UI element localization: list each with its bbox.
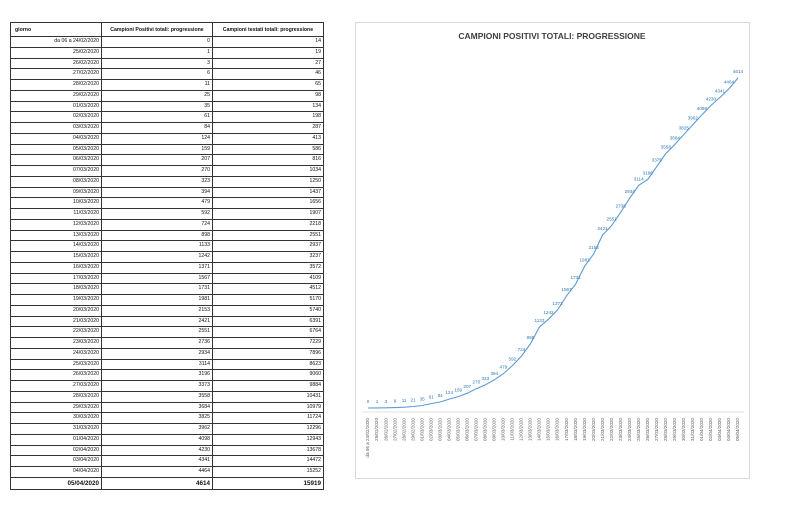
table-row — [11, 391, 324, 402]
cell-tested: 3237 — [213, 252, 324, 263]
cell-positives: 3558 — [102, 391, 213, 402]
table-row — [11, 456, 324, 467]
cell-tested: 2218 — [213, 219, 324, 230]
cell-positives: 61 — [102, 112, 213, 123]
cell-tested: 5170 — [213, 295, 324, 306]
data-label: 2421 — [597, 225, 608, 231]
data-label: 3375 — [651, 157, 662, 163]
data-label: 0 — [366, 399, 370, 404]
x-tick-label: 05/04/2020 — [735, 418, 741, 441]
x-tick-label: 03/03/2020 — [437, 418, 443, 441]
cell-tested: 1250 — [213, 176, 324, 187]
x-tick-label: 16/03/2020 — [554, 418, 560, 441]
cell-date: 02/03/2020 — [11, 112, 102, 123]
data-label: 207 — [463, 384, 472, 390]
cell-tested: 6391 — [213, 316, 324, 327]
cell-positives: 270 — [102, 166, 213, 177]
cell-date: 08/03/2020 — [11, 176, 102, 187]
data-label: 21 — [410, 397, 416, 403]
cell-tested: 198 — [213, 112, 324, 123]
table-row — [11, 112, 324, 123]
header-positives: Campioni Positivi totali: progressione — [102, 23, 213, 37]
cell-positives: 11 — [102, 80, 213, 91]
data-label: 1 — [375, 398, 379, 404]
cell-date: 22/03/2020 — [11, 327, 102, 338]
data-label: 1731 — [570, 275, 581, 281]
cell-tested: 6764 — [213, 327, 324, 338]
cell-tested: 98 — [213, 90, 324, 101]
cell-date: 13/03/2020 — [11, 230, 102, 241]
x-tick-label: 02/04/2020 — [708, 418, 714, 441]
cell-positives: 2551 — [102, 327, 213, 338]
data-label: 1981 — [579, 257, 590, 263]
x-tick-label: 28/02/2020 — [401, 418, 407, 441]
cell-date: 05/04/2020 — [11, 477, 102, 489]
cell-positives: 25 — [102, 90, 213, 101]
cell-positives: 3684 — [102, 402, 213, 413]
cell-tested: 2551 — [213, 230, 324, 241]
data-label: 323 — [481, 375, 490, 381]
table-row — [11, 133, 324, 144]
cell-date: 18/03/2020 — [11, 284, 102, 295]
data-label: 6 — [393, 398, 397, 404]
table-row — [11, 176, 324, 187]
cell-tested: 10979 — [213, 402, 324, 413]
cell-date: 15/03/2020 — [11, 252, 102, 263]
cell-date: 04/04/2020 — [11, 467, 102, 478]
cell-positives: 2736 — [102, 338, 213, 349]
cell-positives: 159 — [102, 144, 213, 155]
cell-tested: 4109 — [213, 273, 324, 284]
cell-date: 24/03/2020 — [11, 348, 102, 359]
x-tick-label: 25/03/2020 — [635, 418, 641, 441]
data-label: 3558 — [660, 144, 671, 150]
data-label: 35 — [419, 396, 425, 402]
data-label: 3114 — [633, 176, 644, 182]
table-row — [11, 155, 324, 166]
data-label: 1242 — [543, 310, 554, 316]
x-tick-label: 05/03/2020 — [455, 418, 461, 441]
cell-tested: 8623 — [213, 359, 324, 370]
table-row — [11, 370, 324, 381]
x-tick-label: 01/04/2020 — [699, 418, 705, 441]
data-label: 1133 — [534, 317, 545, 323]
x-tick-label: 14/03/2020 — [536, 418, 542, 441]
cell-date: 28/02/2020 — [11, 80, 102, 91]
x-tick-label: 23/03/2020 — [617, 418, 623, 441]
cell-date: 29/03/2020 — [11, 402, 102, 413]
x-tick-label: 15/03/2020 — [545, 418, 551, 441]
x-tick-label: 29/02/2020 — [410, 418, 416, 441]
table-row — [11, 58, 324, 69]
cell-date: 11/03/2020 — [11, 209, 102, 220]
cell-tested: 586 — [213, 144, 324, 155]
cell-positives: 2421 — [102, 316, 213, 327]
cell-positives: 4230 — [102, 445, 213, 456]
table-row — [11, 166, 324, 177]
cell-tested: 1907 — [213, 209, 324, 220]
table-row — [11, 123, 324, 134]
data-label: 2153 — [588, 245, 599, 251]
cell-tested: 7896 — [213, 348, 324, 359]
cell-tested: 1034 — [213, 166, 324, 177]
x-tick-label: 02/03/2020 — [428, 418, 434, 441]
cell-positives: 4098 — [102, 434, 213, 445]
cell-date: 05/03/2020 — [11, 144, 102, 155]
cell-positives: 4614 — [102, 477, 213, 489]
data-label: 84 — [437, 392, 443, 398]
cell-positives: 3196 — [102, 370, 213, 381]
header-tested: Campioni testati totali: progressione — [213, 23, 324, 37]
cell-tested: 11724 — [213, 413, 324, 424]
cell-positives: 2153 — [102, 305, 213, 316]
table-row — [11, 101, 324, 112]
cell-date: 10/03/2020 — [11, 198, 102, 209]
cell-tested: 1437 — [213, 187, 324, 198]
x-tick-label: 20/03/2020 — [590, 418, 596, 441]
x-tick-label: 12/03/2020 — [518, 418, 524, 441]
table-body — [11, 37, 324, 490]
cell-date: 25/02/2020 — [11, 47, 102, 58]
x-tick-label: 27/03/2020 — [653, 418, 659, 441]
data-label: 3196 — [642, 170, 653, 176]
data-label: 3825 — [678, 125, 689, 131]
x-tick-label: 03/04/2020 — [717, 418, 723, 441]
table-row — [11, 209, 324, 220]
chart-title: CAMPIONI POSITIVI TOTALI: PROGRESSIONE — [458, 31, 646, 41]
x-tick-label: 26/03/2020 — [644, 418, 650, 441]
cell-date: 06/03/2020 — [11, 155, 102, 166]
x-tick-label: 18/03/2020 — [572, 418, 578, 441]
cell-positives: 479 — [102, 198, 213, 209]
cell-tested: 7229 — [213, 338, 324, 349]
cell-tested: 9884 — [213, 381, 324, 392]
table-row — [11, 90, 324, 101]
table-row — [11, 262, 324, 273]
x-tick-label: 11/03/2020 — [509, 418, 515, 441]
cell-positives: 323 — [102, 176, 213, 187]
table-row — [11, 359, 324, 370]
cell-date: 26/03/2020 — [11, 370, 102, 381]
cell-date: 21/03/2020 — [11, 316, 102, 327]
cell-date: 03/04/2020 — [11, 456, 102, 467]
cell-positives: 394 — [102, 187, 213, 198]
cell-tested: 816 — [213, 155, 324, 166]
x-tick-label: 22/03/2020 — [608, 418, 614, 441]
data-label: 3684 — [669, 135, 680, 141]
header-date: giorno — [11, 23, 102, 37]
cell-positives: 6 — [102, 69, 213, 80]
x-tick-label: 17/03/2020 — [563, 418, 569, 441]
x-tick-label: 26/02/2020 — [383, 418, 389, 441]
x-tick-label: 19/03/2020 — [581, 418, 587, 441]
cell-date: 12/03/2020 — [11, 219, 102, 230]
data-label: 4464 — [723, 79, 735, 85]
table-row — [11, 252, 324, 263]
data-label: 4614 — [732, 69, 744, 74]
cell-tested: 15919 — [213, 477, 324, 489]
data-label: 124 — [445, 390, 454, 396]
data-label: 898 — [526, 334, 535, 340]
cell-positives: 3 — [102, 58, 213, 69]
table-row — [11, 316, 324, 327]
cell-tested: 14 — [213, 37, 324, 48]
cell-positives: 0 — [102, 37, 213, 48]
table-row — [11, 198, 324, 209]
table-row — [11, 47, 324, 58]
cell-date: 31/03/2020 — [11, 424, 102, 435]
table-row — [11, 80, 324, 91]
cell-date: 14/03/2020 — [11, 241, 102, 252]
x-tick-label: 13/03/2020 — [527, 418, 533, 441]
x-tick-label: 29/03/2020 — [672, 418, 678, 441]
cell-positives: 592 — [102, 209, 213, 220]
x-tick-label: 21/03/2020 — [599, 418, 605, 441]
x-tick-label: 24/03/2020 — [626, 418, 632, 441]
data-label: 2934 — [624, 189, 635, 195]
x-tick-label: 30/03/2020 — [681, 418, 687, 441]
cell-positives: 3114 — [102, 359, 213, 370]
data-label: 2551 — [606, 216, 617, 222]
cell-date: 19/03/2020 — [11, 295, 102, 306]
cell-date: 03/03/2020 — [11, 123, 102, 134]
cell-date: 16/03/2020 — [11, 262, 102, 273]
cell-tested: 287 — [213, 123, 324, 134]
table-row — [11, 284, 324, 295]
cell-tested: 413 — [213, 133, 324, 144]
cell-tested: 2937 — [213, 241, 324, 252]
cell-positives: 1133 — [102, 241, 213, 252]
cell-tested: 27 — [213, 58, 324, 69]
data-label: 592 — [508, 356, 517, 362]
x-tick-label: 27/02/2020 — [392, 418, 398, 441]
cell-tested: 12943 — [213, 434, 324, 445]
table-row — [11, 295, 324, 306]
data-label: 61 — [428, 394, 434, 400]
cell-date: da 06 a 24/02/2020 — [11, 37, 102, 48]
x-tick-label: 10/03/2020 — [500, 418, 506, 441]
cell-tested: 9060 — [213, 370, 324, 381]
cell-date: 28/03/2020 — [11, 391, 102, 402]
cell-date: 27/03/2020 — [11, 381, 102, 392]
data-label: 159 — [454, 387, 463, 393]
table-row — [11, 273, 324, 284]
data-label: 479 — [499, 364, 508, 370]
table-header — [11, 23, 324, 37]
cell-tested: 12296 — [213, 424, 324, 435]
cell-tested: 19 — [213, 47, 324, 58]
table-row — [11, 424, 324, 435]
table-row — [11, 402, 324, 413]
data-label: 11 — [401, 398, 407, 404]
x-tick-label: 06/03/2020 — [464, 418, 470, 441]
x-tick-label: 25/02/2020 — [374, 418, 380, 441]
cell-positives: 2934 — [102, 348, 213, 359]
cell-positives: 1 — [102, 47, 213, 58]
cell-positives: 1567 — [102, 273, 213, 284]
table-row — [11, 219, 324, 230]
data-label: 4230 — [705, 96, 717, 102]
cell-positives: 4464 — [102, 467, 213, 478]
x-tick-label: 04/03/2020 — [446, 418, 452, 441]
cell-positives: 1242 — [102, 252, 213, 263]
table-row — [11, 467, 324, 478]
table-row — [11, 338, 324, 349]
cell-positives: 3825 — [102, 413, 213, 424]
table-row — [11, 413, 324, 424]
x-tick-label: 04/04/2020 — [726, 418, 732, 441]
cell-positives: 3962 — [102, 424, 213, 435]
table-row — [11, 241, 324, 252]
table-row — [11, 381, 324, 392]
line-chart — [356, 23, 749, 478]
cell-positives: 1981 — [102, 295, 213, 306]
data-label: 4098 — [696, 105, 708, 111]
cell-tested: 134 — [213, 101, 324, 112]
cell-tested: 5740 — [213, 305, 324, 316]
cell-tested: 1656 — [213, 198, 324, 209]
cell-positives: 207 — [102, 155, 213, 166]
cell-date: 29/02/2020 — [11, 90, 102, 101]
cell-date: 30/03/2020 — [11, 413, 102, 424]
cell-positives: 898 — [102, 230, 213, 241]
x-tick-label: 28/03/2020 — [663, 418, 669, 441]
x-tick-label: 09/03/2020 — [491, 418, 497, 441]
cell-date: 07/03/2020 — [11, 166, 102, 177]
cell-positives: 1371 — [102, 262, 213, 273]
table-row — [11, 230, 324, 241]
x-tick-label: 07/03/2020 — [473, 418, 479, 441]
table-row — [11, 445, 324, 456]
cell-positives: 35 — [102, 101, 213, 112]
cell-positives: 84 — [102, 123, 213, 134]
cell-date: 20/03/2020 — [11, 305, 102, 316]
x-tick-label: 01/03/2020 — [419, 418, 425, 441]
cell-tested: 65 — [213, 80, 324, 91]
cell-date: 26/02/2020 — [11, 58, 102, 69]
table-row — [11, 305, 324, 316]
cell-date: 17/03/2020 — [11, 273, 102, 284]
cell-date: 25/03/2020 — [11, 359, 102, 370]
cell-tested: 14472 — [213, 456, 324, 467]
cell-tested: 46 — [213, 69, 324, 80]
data-label: 3 — [384, 398, 388, 404]
table-row — [11, 144, 324, 155]
data-label: 724 — [517, 347, 526, 353]
cell-date: 09/03/2020 — [11, 187, 102, 198]
data-label: 4341 — [714, 88, 726, 94]
data-label: 3962 — [687, 115, 698, 121]
cell-tested: 10431 — [213, 391, 324, 402]
table-row — [11, 434, 324, 445]
data-table — [10, 22, 324, 490]
x-tick-label: 08/03/2020 — [482, 418, 488, 441]
cell-tested: 3572 — [213, 262, 324, 273]
cell-date: 02/04/2020 — [11, 445, 102, 456]
total-row — [11, 477, 324, 489]
header-row — [11, 23, 324, 37]
x-tick-label: da 06 a 24/02/2020 — [365, 418, 371, 458]
table-row — [11, 348, 324, 359]
data-label: 1371 — [552, 300, 563, 306]
data-label: 270 — [472, 379, 481, 385]
table-row — [11, 187, 324, 198]
cell-positives: 3373 — [102, 381, 213, 392]
cell-positives: 4341 — [102, 456, 213, 467]
cell-date: 01/03/2020 — [11, 101, 102, 112]
cell-positives: 1731 — [102, 284, 213, 295]
chart-panel — [355, 22, 750, 479]
table-row — [11, 37, 324, 48]
cell-positives: 724 — [102, 219, 213, 230]
cell-date: 01/04/2020 — [11, 434, 102, 445]
cell-date: 23/03/2020 — [11, 338, 102, 349]
data-label: 1567 — [561, 286, 572, 292]
table-row — [11, 69, 324, 80]
cell-tested: 4512 — [213, 284, 324, 295]
cell-tested: 13678 — [213, 445, 324, 456]
table-row — [11, 327, 324, 338]
data-label: 2736 — [615, 203, 626, 209]
x-tick-label: 31/03/2020 — [690, 418, 696, 441]
cell-date: 04/03/2020 — [11, 133, 102, 144]
data-label: 394 — [490, 370, 499, 376]
cell-date: 27/02/2020 — [11, 69, 102, 80]
cell-positives: 124 — [102, 133, 213, 144]
cell-tested: 15252 — [213, 467, 324, 478]
